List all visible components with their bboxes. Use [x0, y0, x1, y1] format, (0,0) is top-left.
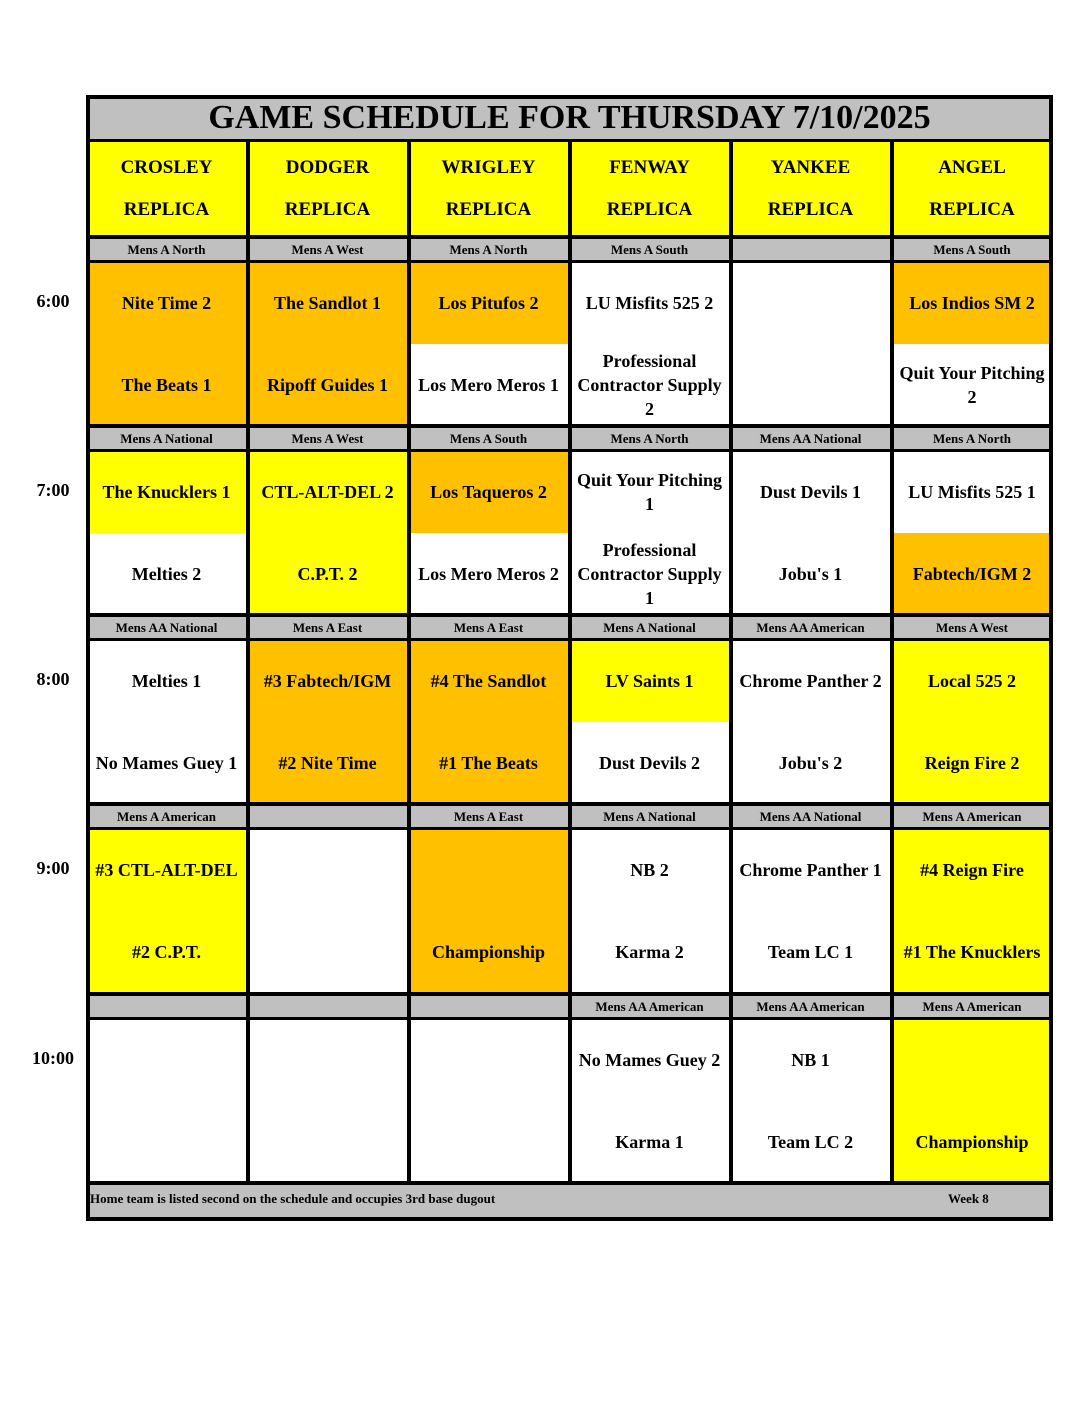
home-team: No Mames Guey 1 — [86, 722, 247, 804]
division-label: Mens A West — [247, 237, 408, 262]
away-team: Los Pitufos 2 — [408, 262, 569, 344]
field-name: DODGER — [285, 157, 370, 178]
home-team — [247, 911, 408, 993]
home-team: Team LC 1 — [730, 911, 891, 993]
grid-row-line — [86, 802, 1053, 806]
division-label: Mens A South — [891, 237, 1053, 262]
field-header — [247, 141, 408, 237]
division-label — [730, 237, 891, 262]
division-label: Mens A North — [569, 426, 730, 451]
away-team: The Sandlot 1 — [247, 262, 408, 344]
grid-row-line — [86, 638, 1053, 641]
grid-row-line — [86, 1181, 1053, 1185]
footer-bar — [86, 1183, 1053, 1221]
time-label: 6:00 — [36, 291, 70, 311]
away-team: LU Misfits 525 2 — [569, 262, 730, 344]
field-header — [891, 141, 1053, 237]
field-subtitle: REPLICA — [767, 199, 854, 220]
field-name: YANKEE — [770, 157, 851, 178]
away-team: LV Saints 1 — [569, 640, 730, 722]
division-label: Mens A National — [86, 426, 247, 451]
field-name: FENWAY — [609, 157, 690, 178]
grid-border — [1049, 95, 1053, 1221]
division-label: Mens A American — [891, 804, 1053, 829]
away-team: Nite Time 2 — [86, 262, 247, 344]
home-team: Los Mero Meros 1 — [408, 344, 569, 426]
division-label: Mens A North — [891, 426, 1053, 451]
home-team: Professional Contractor Supply 2 — [569, 344, 730, 426]
division-label — [247, 994, 408, 1019]
home-team — [86, 1101, 247, 1183]
division-label: Mens AA American — [569, 994, 730, 1019]
division-label: Mens A South — [569, 237, 730, 262]
division-label: Mens A East — [408, 615, 569, 640]
division-label: Mens A North — [408, 237, 569, 262]
schedule-grid — [86, 95, 1053, 1221]
division-label — [247, 804, 408, 829]
home-team: Quit Your Pitching 2 — [891, 344, 1053, 426]
away-team — [408, 1019, 569, 1101]
away-team: #3 CTL-ALT-DEL — [86, 829, 247, 911]
away-team: LU Misfits 525 1 — [891, 451, 1053, 533]
grid-row-line — [86, 139, 1053, 142]
grid-border — [86, 95, 1053, 99]
away-team — [247, 1019, 408, 1101]
field-header — [408, 141, 569, 237]
field-name: ANGEL — [938, 157, 1006, 178]
division-label: Mens AA National — [730, 804, 891, 829]
home-team — [247, 1101, 408, 1183]
away-team: Quit Your Pitching 1 — [569, 451, 730, 533]
away-team: The Knucklers 1 — [86, 451, 247, 533]
field-name: WRIGLEY — [441, 157, 536, 178]
grid-row-line — [86, 1017, 1053, 1020]
division-label: Mens AA National — [730, 426, 891, 451]
division-label: Mens A West — [891, 615, 1053, 640]
division-label: Mens A American — [891, 994, 1053, 1019]
home-team: #2 Nite Time — [247, 722, 408, 804]
home-team: Karma 2 — [569, 911, 730, 993]
division-label: Mens A North — [86, 237, 247, 262]
home-team: Fabtech/IGM 2 — [891, 533, 1053, 615]
away-team — [247, 829, 408, 911]
division-label: Mens AA American — [730, 615, 891, 640]
home-team: Jobu's 2 — [730, 722, 891, 804]
away-team: Chrome Panther 1 — [730, 829, 891, 911]
grid-row-line — [86, 613, 1053, 617]
away-team: NB 1 — [730, 1019, 891, 1101]
away-team: #4 Reign Fire — [891, 829, 1053, 911]
away-team: Los Indios SM 2 — [891, 262, 1053, 344]
field-subtitle: REPLICA — [929, 199, 1015, 220]
division-label: Mens A East — [247, 615, 408, 640]
division-label: Mens A East — [408, 804, 569, 829]
division-label: Mens A National — [569, 804, 730, 829]
grid-row-line — [86, 260, 1053, 263]
division-label: Mens AA American — [730, 994, 891, 1019]
grid-column-line — [246, 141, 250, 1183]
field-subtitle: REPLICA — [284, 199, 371, 220]
time-label: 9:00 — [36, 858, 70, 878]
grid-border — [86, 95, 90, 1221]
grid-row-line — [86, 235, 1053, 239]
field-subtitle: REPLICA — [123, 199, 210, 220]
field-subtitle: REPLICA — [445, 199, 532, 220]
away-team — [408, 829, 569, 911]
time-label: 8:00 — [36, 669, 70, 689]
footer-note: Home team is listed second on the schedule and occupies 3rd base dugout — [90, 1191, 496, 1206]
week-label: Week 8 — [948, 1191, 989, 1206]
time-label: 10:00 — [32, 1048, 74, 1068]
away-team: Melties 1 — [86, 640, 247, 722]
away-team: CTL-ALT-DEL 2 — [247, 451, 408, 533]
grid-border — [86, 1217, 1053, 1221]
away-team: Chrome Panther 2 — [730, 640, 891, 722]
home-team — [730, 344, 891, 426]
home-team: Ripoff Guides 1 — [247, 344, 408, 426]
away-team — [86, 1019, 247, 1101]
home-team: #1 The Knucklers — [891, 911, 1053, 993]
grid-row-line — [86, 992, 1053, 996]
field-header — [569, 141, 730, 237]
home-team: #2 C.P.T. — [86, 911, 247, 993]
field-header — [730, 141, 891, 237]
home-team: Karma 1 — [569, 1101, 730, 1183]
home-team: Los Mero Meros 2 — [408, 533, 569, 615]
grid-column-line — [407, 141, 411, 1183]
division-label — [86, 994, 247, 1019]
grid-row-line — [86, 424, 1053, 428]
field-name: CROSLEY — [120, 157, 213, 178]
away-team — [891, 1019, 1053, 1101]
division-label: Mens AA National — [86, 615, 247, 640]
away-team: #4 The Sandlot — [408, 640, 569, 722]
grid-column-line — [890, 141, 894, 1183]
home-team — [408, 1101, 569, 1183]
away-team: Dust Devils 1 — [730, 451, 891, 533]
grid-column-line — [729, 141, 733, 1183]
field-header — [86, 141, 247, 237]
home-team: C.P.T. 2 — [247, 533, 408, 615]
home-team: Melties 2 — [86, 533, 247, 615]
grid-row-line — [86, 827, 1053, 830]
away-team: NB 2 — [569, 829, 730, 911]
division-label: Mens A American — [86, 804, 247, 829]
home-team: Reign Fire 2 — [891, 722, 1053, 804]
away-team: No Mames Guey 2 — [569, 1019, 730, 1101]
grid-row-line — [86, 449, 1053, 452]
schedule-title: GAME SCHEDULE FOR THURSDAY 7/10/2025 — [86, 95, 1053, 141]
away-team: Local 525 2 — [891, 640, 1053, 722]
grid-column-line — [568, 141, 572, 1183]
field-subtitle: REPLICA — [606, 199, 693, 220]
home-team: Dust Devils 2 — [569, 722, 730, 804]
division-label: Mens A National — [569, 615, 730, 640]
away-team: Los Taqueros 2 — [408, 451, 569, 533]
home-team: Jobu's 1 — [730, 533, 891, 615]
home-team: Team LC 2 — [730, 1101, 891, 1183]
home-team: Professional Contractor Supply 1 — [569, 533, 730, 615]
home-team: Championship — [408, 911, 569, 993]
away-team: #3 Fabtech/IGM — [247, 640, 408, 722]
division-label — [408, 994, 569, 1019]
home-team: #1 The Beats — [408, 722, 569, 804]
division-label: Mens A West — [247, 426, 408, 451]
home-team: The Beats 1 — [86, 344, 247, 426]
home-team: Championship — [891, 1101, 1053, 1183]
time-label: 7:00 — [36, 480, 70, 500]
division-label: Mens A South — [408, 426, 569, 451]
away-team — [730, 262, 891, 344]
